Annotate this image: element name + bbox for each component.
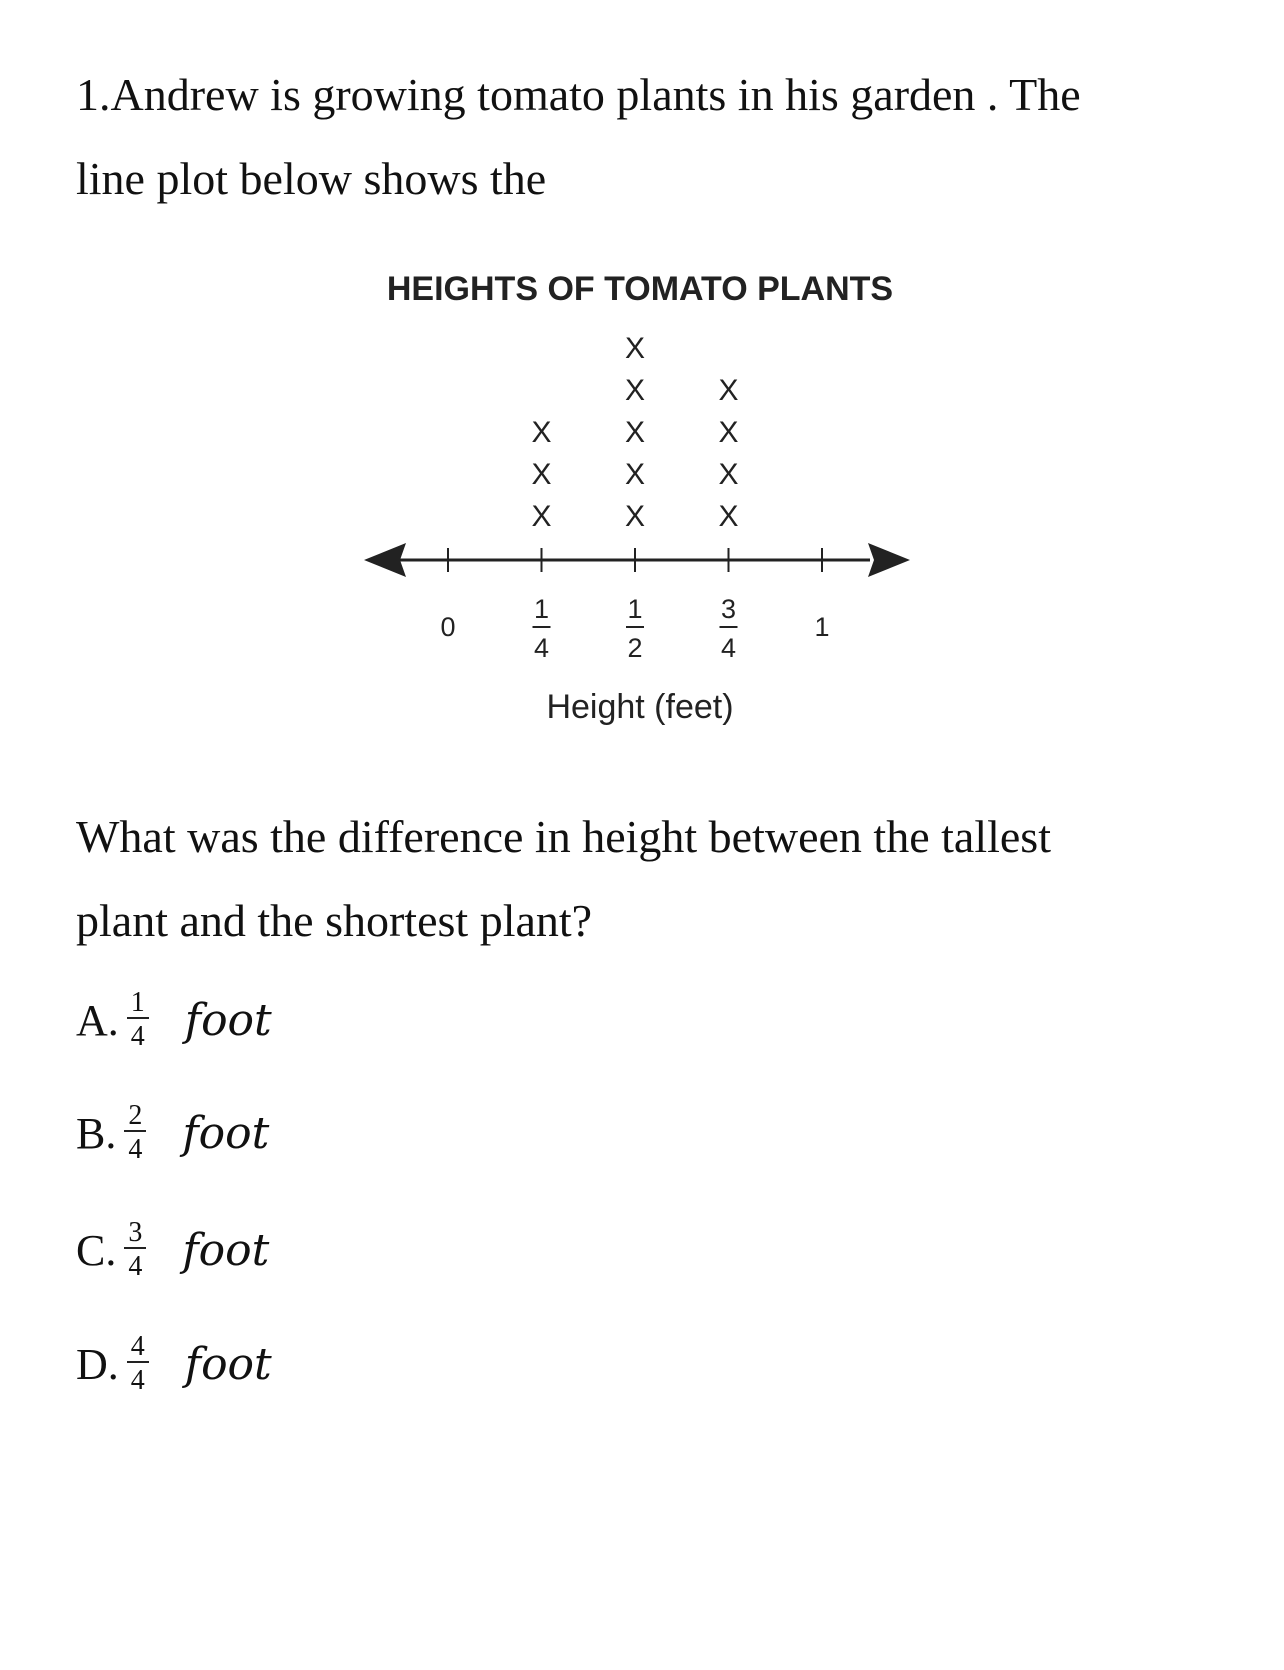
fraction-denominator: 4 [130, 1021, 145, 1052]
question-text-line-1: 1.Andrew is growing tomato plants in his garden . The [76, 69, 1081, 120]
choice-fraction [124, 1102, 146, 1164]
data-point-x: X [624, 500, 646, 533]
tick-label-denominator: 4 [720, 633, 737, 663]
choice-unit: foot [184, 1338, 272, 1390]
choice-fraction [124, 1219, 146, 1281]
answer-choice-c[interactable] [76, 1210, 269, 1290]
fraction-numerator: 4 [127, 1333, 149, 1363]
question-text-line-4: plant and the shortest plant? [76, 895, 593, 946]
line-plot [0, 0, 1284, 760]
choice-fraction [127, 1333, 149, 1395]
data-point-x: X [531, 500, 552, 533]
choice-fraction [127, 989, 149, 1051]
tick-label-denominator: 2 [627, 633, 643, 663]
chart-title: HEIGHTS OF TOMATO PLANTS [386, 270, 894, 308]
choice-letter: B. [76, 1108, 117, 1158]
question-text-line-3: What was the difference in height between the tallest [76, 811, 1051, 862]
tick-label-numerator: 1 [627, 594, 643, 624]
fraction-numerator: 2 [124, 1102, 146, 1132]
data-point-x: X [531, 416, 552, 449]
choice-unit: foot [184, 994, 272, 1046]
choice-unit: foot [182, 1107, 270, 1159]
data-point-x: X [624, 416, 646, 449]
choice-letter: C. [76, 1225, 117, 1275]
tick-label-denominator: 4 [533, 633, 550, 663]
tick-label: 0 [440, 612, 456, 642]
right-arrow-icon [868, 543, 910, 577]
fraction-denominator: 4 [130, 1365, 145, 1396]
data-point-x: X [718, 374, 739, 407]
choice-letter: D. [76, 1339, 119, 1389]
data-point-x: X [531, 458, 552, 491]
x-axis-label: Height (feet) [546, 688, 734, 726]
data-marks [531, 332, 738, 533]
axis-ticks [440, 548, 829, 663]
number-line [364, 543, 910, 577]
answer-choice-d[interactable] [76, 1324, 272, 1404]
fraction-denominator: 4 [128, 1251, 143, 1282]
question-text-line-2: line plot below shows the [76, 153, 547, 204]
data-point-x: X [624, 458, 646, 491]
tick-label-numerator: 1 [533, 594, 550, 624]
answer-choice-b[interactable] [76, 1093, 269, 1173]
tick-label-numerator: 3 [720, 594, 737, 624]
data-point-x: X [718, 500, 739, 533]
data-point-x: X [718, 458, 739, 491]
fraction-denominator: 4 [128, 1134, 143, 1165]
data-point-x: X [624, 374, 646, 407]
data-point-x: X [718, 416, 739, 449]
answer-choice-a[interactable] [76, 980, 272, 1060]
tick-label: 1 [814, 612, 830, 642]
left-arrow-icon [364, 543, 406, 577]
choice-letter: A. [76, 995, 119, 1045]
data-point-x: X [624, 332, 646, 365]
fraction-numerator: 3 [124, 1219, 146, 1249]
fraction-numerator: 1 [127, 989, 149, 1019]
choice-unit: foot [182, 1224, 270, 1276]
